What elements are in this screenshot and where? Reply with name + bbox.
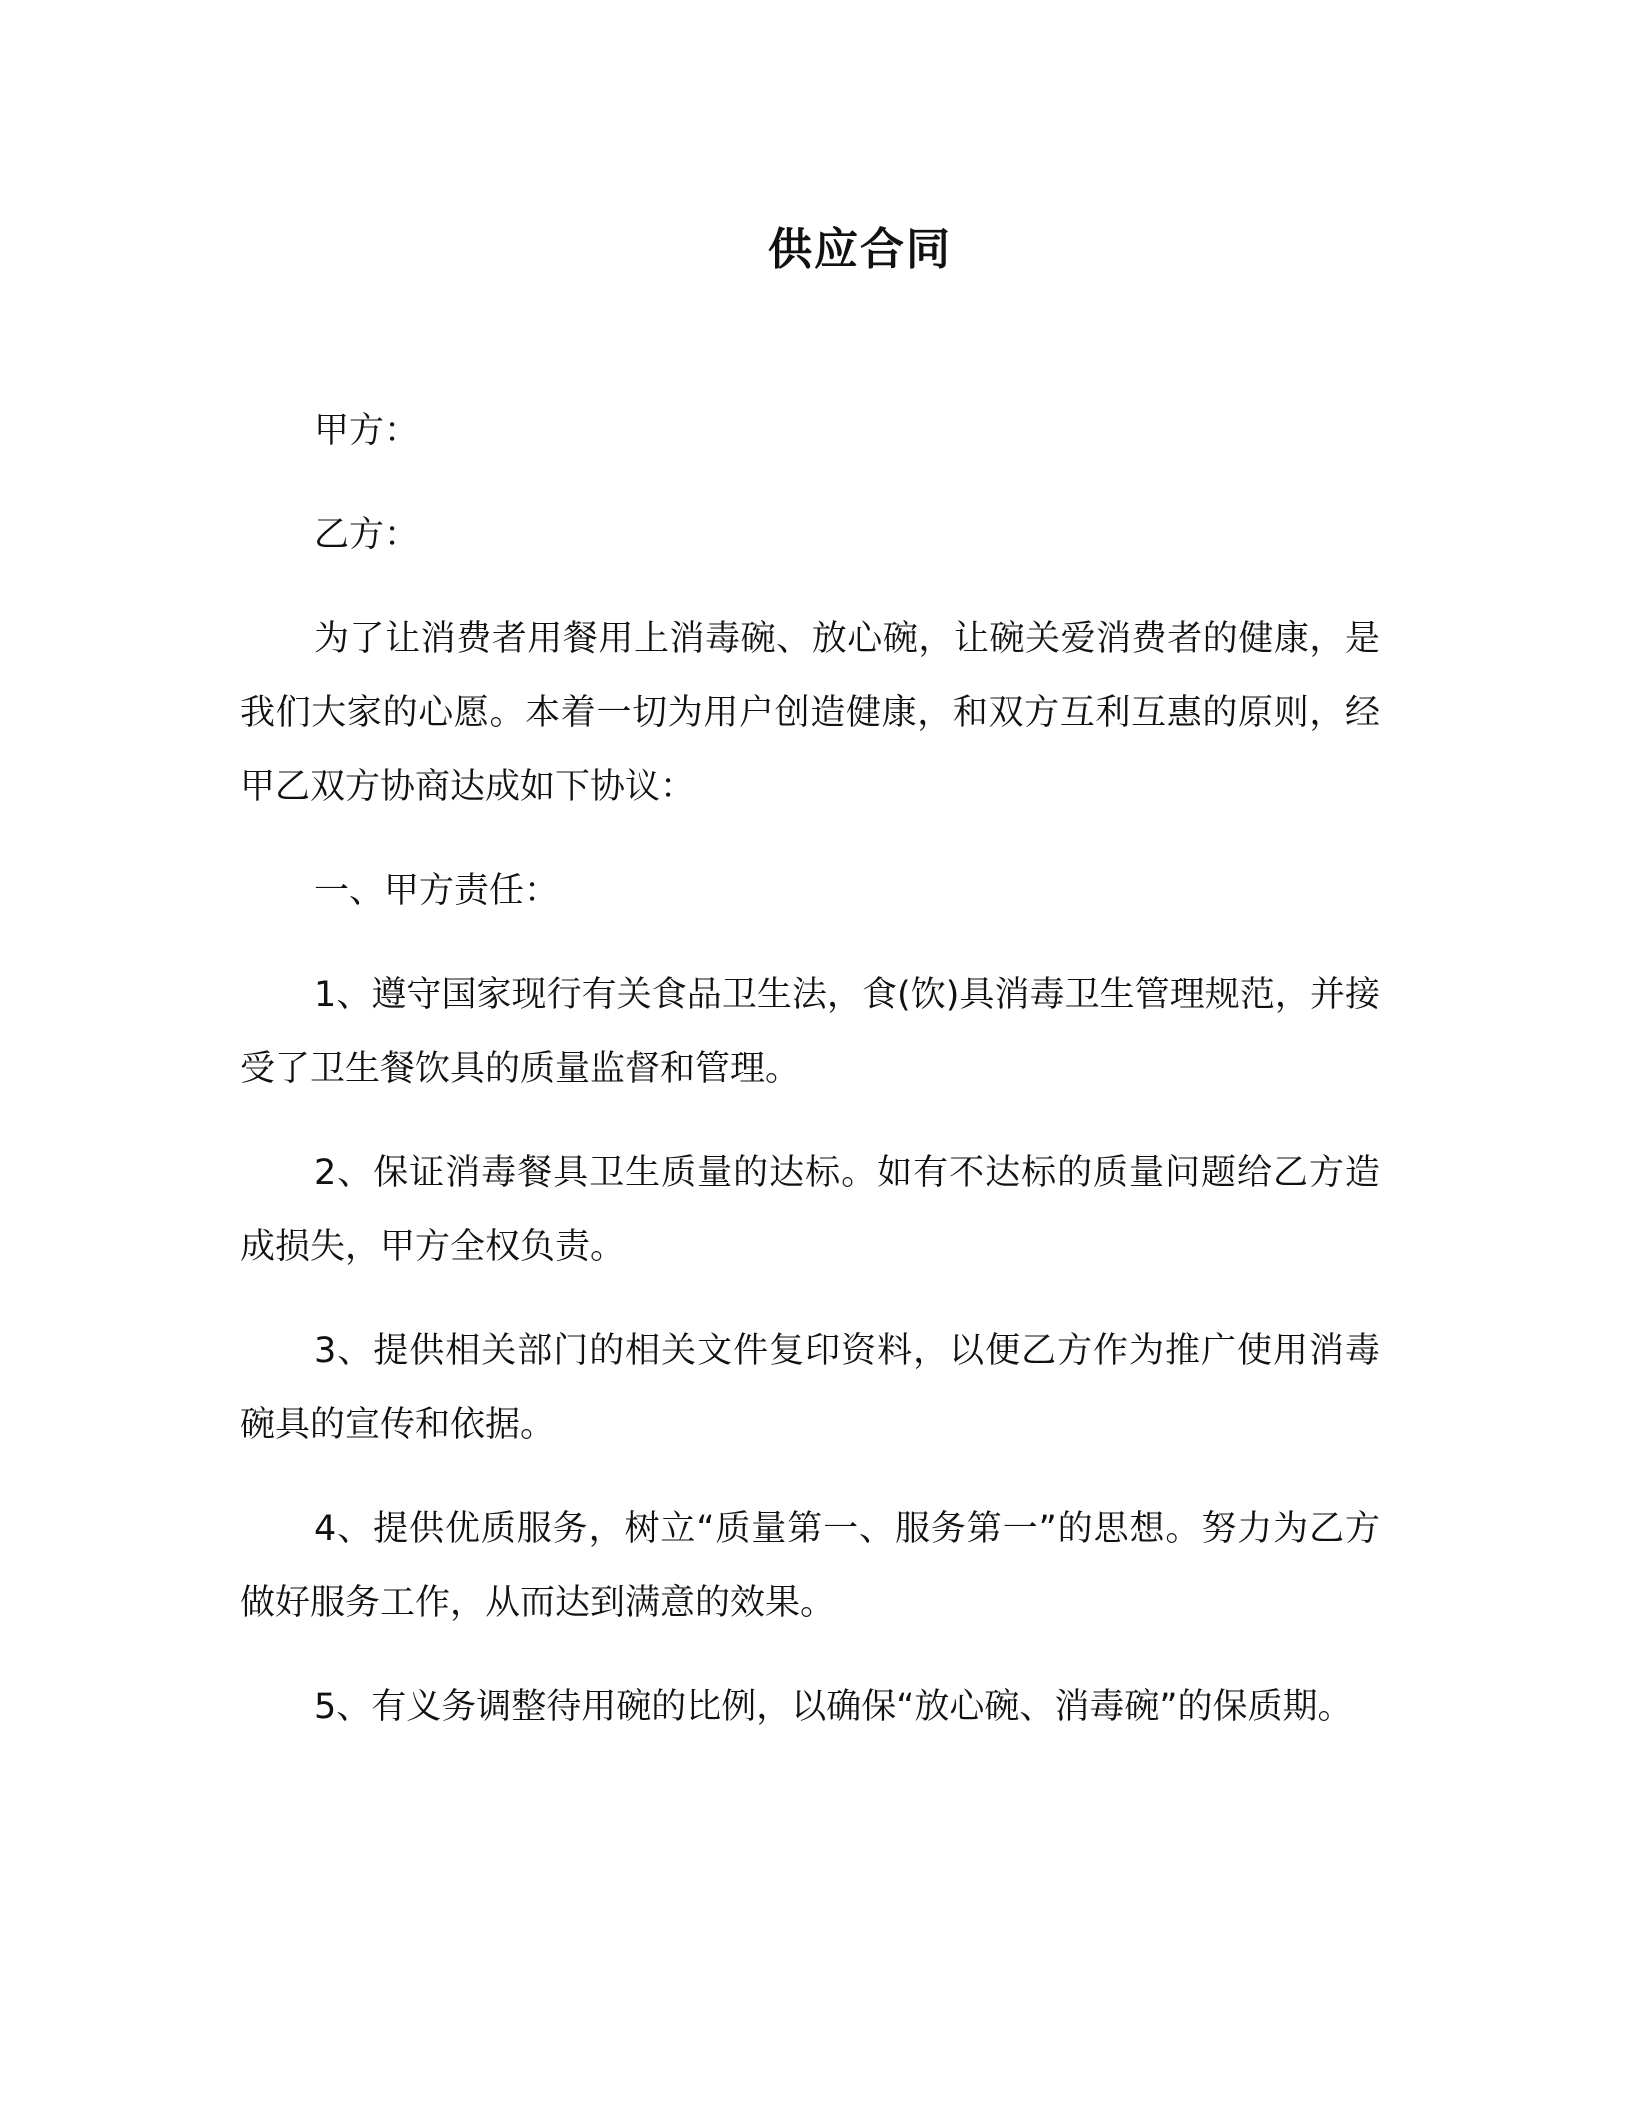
clause-paragraph: 1、遵守国家现行有关食品卫生法，食(饮)具消毒卫生管理规范，并接受了卫生餐饮具的质量监督和管理。 <box>240 975 1380 1089</box>
party-b-line: 乙方： <box>314 515 420 555</box>
intro-paragraph: 为了让消费者用餐用上消毒碗、放心碗，让碗关爱消费者的健康，是我们大家的心愿。本着一切为用户创造健康，和双方互利互惠的原则，经甲乙双方协商达成如下协议： <box>240 619 1380 807</box>
clause-paragraph: 4、提供优质服务，树立“质量第一、服务第一”的思想。努力为乙方做好服务工作，从而达到满意的效果。 <box>240 1509 1380 1623</box>
document-title: 供应合同 <box>768 224 952 275</box>
clause-paragraph: 5、有义务调整待用碗的比例，以确保“放心碗、消毒碗”的保质期。 <box>314 1687 1353 1727</box>
section-heading: 一、甲方责任： <box>314 871 560 911</box>
clause-paragraph: 2、保证消毒餐具卫生质量的达标。如有不达标的质量问题给乙方造成损失，甲方全权负责。 <box>240 1153 1380 1267</box>
party-a-line: 甲方： <box>314 411 420 451</box>
document-body <box>240 394 1380 1774</box>
clause-paragraph: 3、提供相关部门的相关文件复印资料，以便乙方作为推广使用消毒碗具的宣传和依据。 <box>240 1331 1380 1445</box>
